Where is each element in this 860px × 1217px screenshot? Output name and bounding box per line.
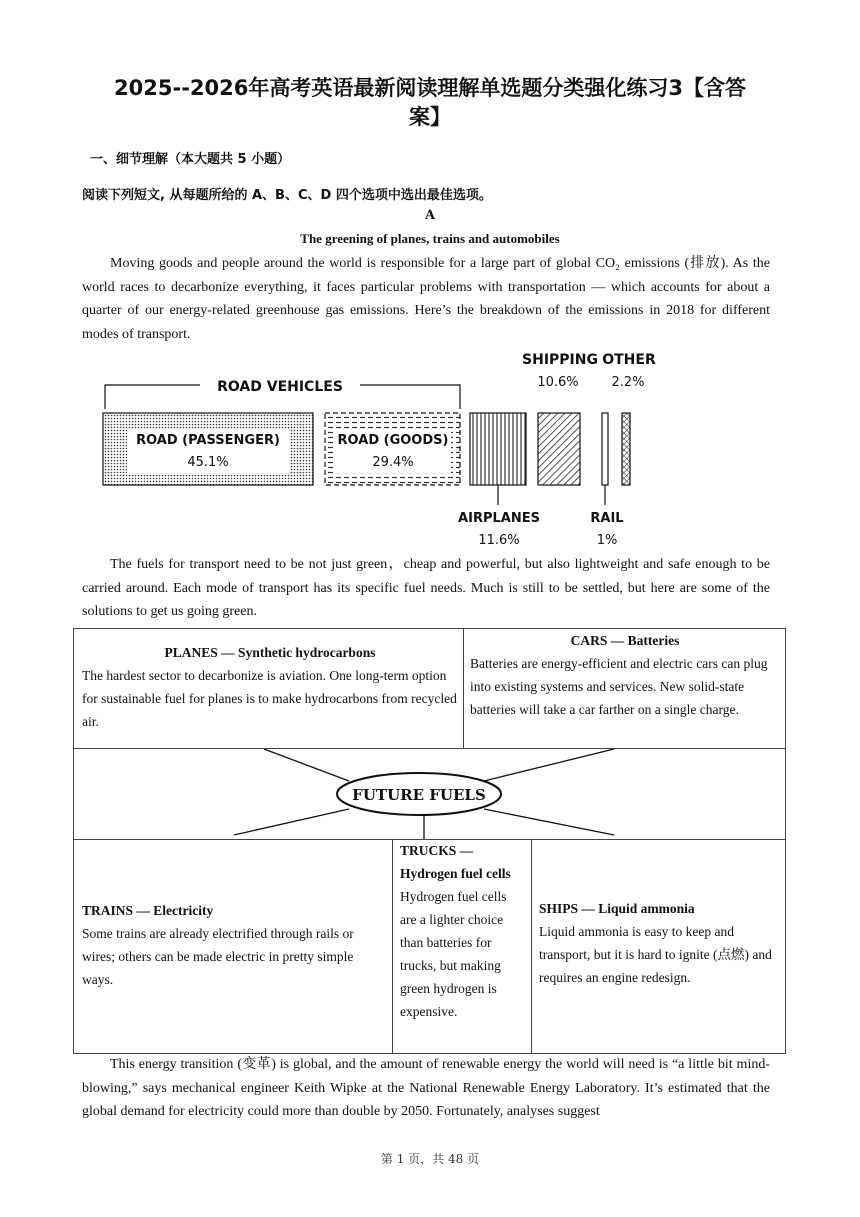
label-road-goods: ROAD (GOODS) <box>337 433 449 448</box>
bar-rail <box>602 413 608 485</box>
value-airplanes: 11.6% <box>478 533 520 548</box>
trains-heading: TRAINS — Electricity <box>82 903 214 918</box>
page-footer: 第 1 页，共 48 页 <box>380 1152 480 1166</box>
planes-heading: PLANES — Synthetic hydrocarbons <box>164 645 376 660</box>
ships-text: Liquid ammonia is easy to keep and transport, but it is hard to ignite (点燃) and requires an engine redesign. <box>539 924 772 985</box>
trucks-heading: TRUCKS — Hydrogen fuel cells <box>400 843 511 881</box>
value-rail: 1% <box>596 533 618 548</box>
label-shipping: SHIPPING <box>522 352 598 368</box>
paragraph-3 <box>82 1053 770 1124</box>
bar-other <box>622 413 630 485</box>
cell-cars <box>470 629 780 721</box>
paragraph-2 <box>82 553 770 624</box>
passage-title: The greening of planes, trains and automobiles <box>300 231 560 246</box>
cell-ships <box>539 897 781 989</box>
emissions-chart <box>95 345 675 550</box>
paragraph-3-text: This energy transition (变革) is global, and the amount of renewable energy the world will need is “a little bit mind-blowing,” says mechanical engineer Keith Wipke at the National Renewable Energy Laboratory. It’s estimated that the global demand for electricity could more than double by 2050. Fortunately, analyses suggest <box>82 1057 770 1119</box>
instruction: 阅读下列短文, 从每题所给的 A、B、C、D 四个选项中选出最佳选项。 <box>82 188 492 203</box>
ships-heading: SHIPS — Liquid ammonia <box>539 901 695 916</box>
future-fuels-table <box>73 628 786 1054</box>
section-heading: 一、细节理解（本大题共 5 小题） <box>90 152 291 167</box>
group-label: ROAD VEHICLES <box>217 379 343 395</box>
label-airplanes: AIRPLANES <box>458 511 540 526</box>
bar-airplanes <box>470 413 526 485</box>
future-fuels-diagram <box>74 749 785 839</box>
trucks-text: Hydrogen fuel cells are a lighter choice than batteries for trucks, but making green hydrogen is expensive. <box>400 889 507 1019</box>
passage-letter: A <box>424 208 436 223</box>
trains-text: Some trains are already electrified through rails or wires; others can be made electric in pretty simple ways. <box>82 926 354 987</box>
value-road-passenger: 45.1% <box>187 455 229 470</box>
value-shipping: 10.6% <box>537 375 579 390</box>
value-road-goods: 29.4% <box>372 455 414 470</box>
planes-text: The hardest sector to decarbonize is aviation. One long-term option for sustainable fuel for planes is to make hydrocarbons from recycled air. <box>82 668 457 729</box>
label-road-passenger: ROAD (PASSENGER) <box>136 433 280 448</box>
document-title <box>80 74 780 132</box>
label-rail: RAIL <box>590 511 624 526</box>
paragraph-1-text: Moving goods and people around the world is responsible for a large part of global CO₂ emissions (排放). As the world races to decarbonize everything, it faces particular problems with transportation — which accounts for about a quarter of our energy-related greenhouse gas emissions. Here’s the breakdown of the emissions in 2018 for different modes of transport. <box>82 256 770 342</box>
paragraph-2-text: The fuels for transport need to be not just green，cheap and powerful, but also lightweight and safe enough to be carried around. Each mode of transport has its specific fuel needs. Much is still to be settled, but here are some of the solutions to get us going green. <box>82 557 770 619</box>
future-fuels-label: FUTURE FUELS <box>352 786 486 804</box>
cell-planes <box>82 641 458 733</box>
cell-trucks <box>400 839 526 1023</box>
cars-heading: CARS — Batteries <box>570 633 680 648</box>
title-line-2: 案】 <box>409 105 451 129</box>
cars-text: Batteries are energy-efficient and electric cars can plug into existing systems and services. New solid-state batteries will take a car farther on a single charge. <box>470 656 768 717</box>
paragraph-1 <box>82 252 770 346</box>
cell-trains <box>82 899 387 991</box>
title-line-1: 2025--2026年高考英语最新阅读理解单选题分类强化练习3【含答 <box>114 76 746 100</box>
label-other: OTHER <box>602 352 656 368</box>
value-other: 2.2% <box>611 375 645 390</box>
bar-shipping <box>538 413 580 485</box>
